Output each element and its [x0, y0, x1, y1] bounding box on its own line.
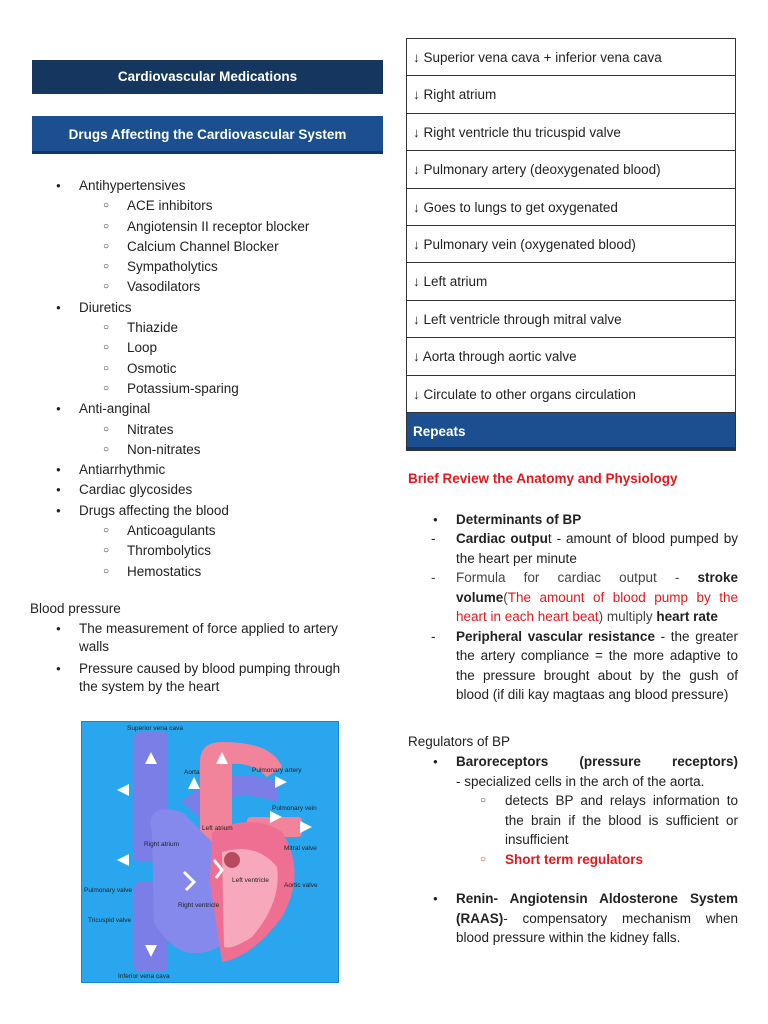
- drug-class-item: ● Anti-anginal: [30, 399, 385, 419]
- drug-class-item: ● Cardiac glycosides: [30, 480, 385, 500]
- drug-subclass-item: ○ Osmotic: [30, 359, 385, 379]
- short-term-regulators: ○ Short term regulators: [406, 850, 738, 870]
- drug-subclass-item: ○ Anticoagulants: [30, 521, 385, 541]
- determinants-section: [406, 510, 738, 705]
- circulation-flow-table: [406, 38, 736, 451]
- flow-step: ↓ Goes to lungs to get oxygenated: [407, 189, 735, 226]
- label-right-ventricle: Right ventricle: [178, 902, 220, 909]
- drug-class-item: ● Antiarrhythmic: [30, 460, 385, 480]
- bp-list: [30, 620, 350, 700]
- flow-step: ↓ Circulate to other organs circulation: [407, 376, 735, 413]
- flow-step: ↓ Superior vena cava + inferior vena cava: [407, 39, 735, 76]
- drug-class-item: ● Diuretics: [30, 298, 385, 318]
- flow-step: ↓ Aorta through aortic valve: [407, 338, 735, 375]
- review-title: Brief Review the Anatomy and Physiology: [408, 471, 678, 486]
- label-pulm-valve: Pulmonary valve: [84, 887, 133, 894]
- flow-repeats: Repeats: [407, 413, 735, 450]
- cardiac-output-item: - Cardiac output - amount of blood pumped by the heart per minute: [406, 529, 738, 568]
- drug-subclass-item: ○ Sympatholytics: [30, 257, 385, 277]
- bp-item: ● The measurement of force applied to artery walls: [30, 620, 350, 656]
- drug-subclass-item: ○ Nitrates: [30, 420, 385, 440]
- drug-subclass-item: ○ Calcium Channel Blocker: [30, 237, 385, 257]
- regulators-section: [406, 752, 738, 948]
- label-right-atrium: Right atrium: [144, 841, 180, 848]
- drug-subclass-item: ○ Potassium-sparing: [30, 379, 385, 399]
- formula-item: - Formula for cardiac output - stroke volume(The amount of blood pump by the heart in each heart beat) multiply heart rate: [406, 568, 738, 627]
- drug-subclass-item: ○ Angiotensin II receptor blocker: [30, 217, 385, 237]
- drug-subclass-item: ○ Hemostatics: [30, 562, 385, 582]
- flow-step: ↓ Right atrium: [407, 76, 735, 113]
- flow-step: ↓ Pulmonary vein (oxygenated blood): [407, 226, 735, 263]
- label-left-atrium: Left atrium: [202, 825, 233, 832]
- flow-step: ↓ Left ventricle through mitral valve: [407, 301, 735, 338]
- drug-subclass-item: ○ Thiazide: [30, 318, 385, 338]
- label-aortic-valve: Aortic valve: [284, 882, 318, 889]
- bp-item: ● Pressure caused by blood pumping through the system by the heart: [30, 660, 350, 696]
- drug-subclass-item: ○ Thrombolytics: [30, 541, 385, 561]
- label-svc: Superior vena cava: [127, 725, 184, 732]
- flow-step: ↓ Pulmonary artery (deoxygenated blood): [407, 151, 735, 188]
- bp-title: Blood pressure: [30, 601, 121, 616]
- flow-step: ↓ Left atrium: [407, 263, 735, 300]
- label-left-ventricle: Left ventricle: [232, 877, 269, 884]
- drug-class-outline: [30, 176, 385, 582]
- drug-class-item: ● Drugs affecting the blood: [30, 501, 385, 521]
- label-pulm-vein: Pulmonary vein: [272, 805, 317, 812]
- regulators-title: Regulators of BP: [408, 734, 511, 749]
- label-aorta: Aorta: [184, 769, 200, 776]
- drug-subclass-item: ○ Non-nitrates: [30, 440, 385, 460]
- drug-subclass-item: ○ Vasodilators: [30, 277, 385, 297]
- label-ivc: Inferior vena cava: [118, 973, 170, 980]
- heart-svg: [82, 722, 338, 982]
- drug-class-item: ● Antihypertensives: [30, 176, 385, 196]
- label-pulm-artery: Pulmonary artery: [252, 767, 302, 774]
- drug-subclass-item: ○ ACE inhibitors: [30, 196, 385, 216]
- flow-step: ↓ Right ventricle thu tricuspid valve: [407, 114, 735, 151]
- drug-subclass-item: ○ Loop: [30, 338, 385, 358]
- determinants-heading: ● Determinants of BP: [406, 510, 738, 529]
- heart-diagram: [81, 721, 339, 983]
- pvr-item: - Peripheral vascular resistance - the greater the artery compliance = the more adaptive to the pressure brought about by the gush of blood (if dili kay magtaas ang blood pressure): [406, 627, 738, 705]
- banner-title: Cardiovascular Medications: [32, 60, 383, 94]
- label-tricuspid: Tricuspid valve: [88, 917, 132, 924]
- baroreceptors-sub: ○ detects BP and relays information to the brain if the blood is sufficient or insufficient: [406, 791, 738, 850]
- raas-item: ● Renin- Angiotensin Aldosterone System (RAAS)- compensatory mechanism when blood pressure within the kidney falls.: [406, 889, 738, 948]
- banner-subtitle: Drugs Affecting the Cardiovascular System: [32, 116, 383, 154]
- baroreceptors-item: ● Baroreceptors (pressure receptors) - specialized cells in the arch of the aorta.: [406, 752, 738, 791]
- label-mitral: Mitral valve: [284, 845, 317, 852]
